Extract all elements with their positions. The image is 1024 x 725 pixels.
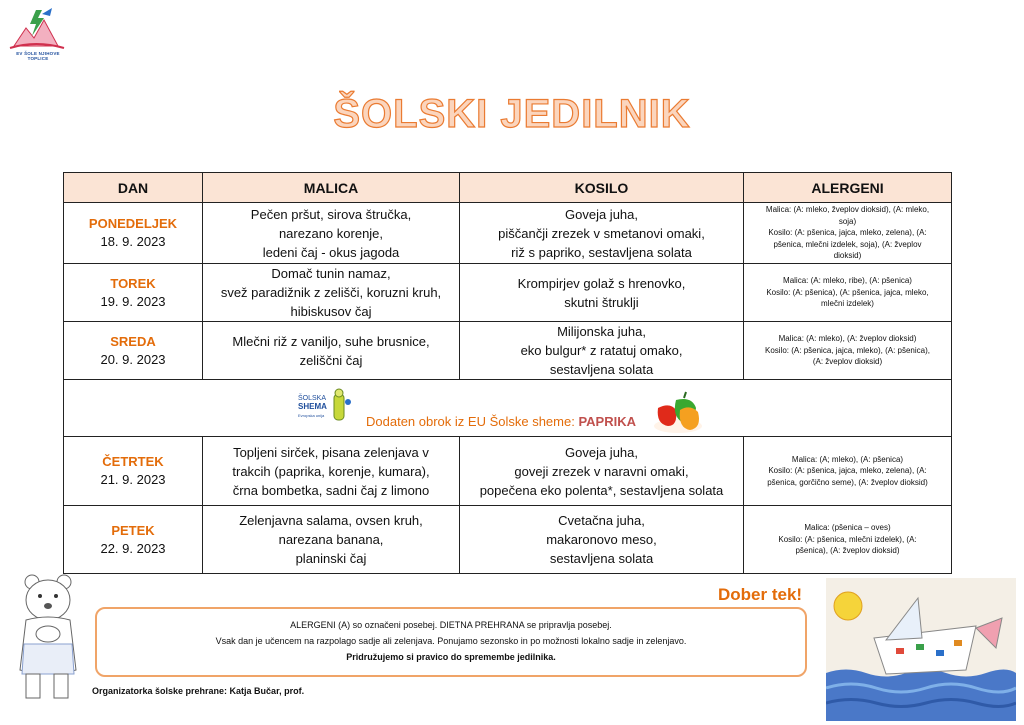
malica-line: zeliščni čaj	[299, 352, 363, 368]
malica-line: črna bombetka, sadni čaj z limono	[232, 482, 430, 498]
alergeni-line: Malica: (pšenica – oves)	[804, 523, 891, 533]
school-scheme-text	[366, 414, 636, 429]
alergeni-line: soja)	[838, 216, 857, 226]
kosilo-line: Goveja juha,	[565, 206, 638, 222]
day-date: 21. 9. 2023	[100, 472, 166, 487]
malica-line: Zelenjavna salama, ovsen kruh,	[239, 513, 423, 528]
malica-line: ledeni čaj - okus jagoda	[262, 244, 400, 260]
alergeni-line: (A: žveplov dioksid)	[812, 357, 883, 367]
malica-line: narezana banana,	[278, 532, 384, 547]
alergeni-line: dioksid)	[833, 251, 862, 261]
alergeni-line: Kosilo: (A: pšenica, jajca, mleko, zelena), (A:	[768, 466, 927, 476]
bear-illustration	[10, 574, 90, 702]
malica-line: svež paradižnik z zelišči, koruzni kruh,	[220, 285, 442, 300]
kosilo-cell	[460, 506, 744, 574]
day-name: ČETRTEK	[102, 454, 164, 469]
note-line-2: Vsak dan je učencem na razpolago sadje ali zelenjava. Ponujamo sezonsko in po možnosti lokalno sadje in zelenjavo.	[215, 636, 687, 646]
table-row	[64, 264, 952, 322]
malica-line: narezano korenje,	[278, 225, 384, 241]
table-row	[64, 437, 952, 506]
day-cell	[64, 437, 203, 506]
alergeni-cell	[744, 437, 952, 506]
kosilo-cell	[460, 322, 744, 380]
alergeni-line: Kosilo: (A: pšenica), (A: pšenica, jajca, mleko,	[766, 287, 929, 297]
alergeni-line: Malica: (A: mleko), (A: žveplov dioksid)	[778, 334, 917, 344]
kosilo-line: popečena eko polenta*, sestavljena solata	[479, 482, 724, 498]
day-cell	[64, 506, 203, 574]
kosilo-line: Milijonska juha,	[557, 324, 646, 339]
alergeni-line: Malica: (A: mleko, žveplov dioksid), (A: mleko,	[765, 205, 930, 215]
day-cell	[64, 322, 203, 380]
kosilo-line: piščančji zrezek v smetanovi omaki,	[498, 225, 705, 241]
kosilo-line: Krompirjev golaž s hrenovko,	[517, 275, 686, 291]
alergeni-line: pšenica), (A: žveplov dioksid)	[795, 546, 900, 556]
school-scheme-wrap	[64, 380, 951, 436]
ship-drawing-illustration	[826, 578, 1016, 721]
malica-line: hibiskusov čaj	[290, 304, 372, 319]
table-row	[64, 322, 952, 380]
page-title: ŠOLSKI JEDILNIK	[333, 92, 691, 136]
malica-cell	[203, 437, 460, 506]
scheme-logo-line1: ŠOLSKA	[298, 395, 327, 402]
kosilo-line: eko bulgur* z ratatuj omako,	[520, 343, 683, 358]
day-cell	[64, 264, 203, 322]
malica-cell	[203, 322, 460, 380]
day-name: PONEDELJEK	[88, 216, 178, 231]
kosilo-line: makaronovo meso,	[546, 532, 657, 547]
organizer-text: Organizatorka šolske prehrane: Katja Bučar, prof.	[92, 686, 305, 696]
note-line-3: Pridružujemo si pravico do spremembe jedilnika.	[346, 652, 556, 662]
menu-table	[63, 172, 952, 574]
malica-line: Topljeni sirček, pisana zelenjava v	[233, 444, 429, 460]
day-name: PETEK	[111, 522, 155, 538]
malica-cell	[203, 506, 460, 574]
scheme-logo-line3: Evropska unija	[298, 413, 325, 418]
kosilo-line: Goveja juha,	[565, 444, 638, 460]
kosilo-line: sestavljena solata	[549, 362, 654, 377]
kosilo-line: goveji zrezek v naravni omaki,	[514, 463, 689, 479]
notes-box	[95, 607, 807, 677]
header-day: DAN	[64, 173, 203, 203]
kosilo-line: sestavljena solata	[549, 551, 654, 566]
peppers-icon	[654, 386, 704, 434]
malica-line: Domač tunin namaz,	[271, 266, 391, 281]
day-name: SREDA	[110, 333, 156, 349]
alergeni-cell	[744, 264, 952, 322]
alergeni-line: pšenica, gorčično seme), (A: žveplov dioksid)	[767, 477, 928, 487]
kosilo-cell	[460, 264, 744, 322]
kosilo-line: skutni štruklji	[564, 294, 639, 310]
alergeni-line: Malica: (A; mleko), (A: pšenica)	[791, 454, 904, 464]
header-allergens: ALERGENI	[744, 173, 952, 203]
alergeni-line: pšenica, mlečni izdelek, soja), (A: žveplov	[773, 239, 922, 249]
day-date: 20. 9. 2023	[100, 351, 166, 367]
kosilo-line: Cvetačna juha,	[558, 513, 645, 528]
day-date: 19. 9. 2023	[100, 293, 166, 309]
school-scheme-highlight: PAPRIKA	[578, 414, 636, 429]
header-breakfast: MALICA	[203, 173, 460, 203]
school-scheme-row	[64, 380, 952, 437]
malica-line: trakcih (paprika, korenje, kumara),	[232, 463, 430, 479]
school-logo	[6, 6, 68, 61]
dober-tek-text: Dober tek!	[718, 585, 803, 604]
table-row	[64, 203, 952, 264]
alergeni-line: mlečni izdelek)	[821, 299, 874, 309]
alergeni-line: Kosilo: (A: pšenica, jajca, mleko, zelena), (A:	[768, 228, 927, 238]
alergeni-line: Kosilo: (A: pšenica, jajca, mleko), (A: pšenica),	[765, 345, 930, 355]
alergeni-cell	[744, 322, 952, 380]
malica-line: Mlečni riž z vaniljo, suhe brusnice,	[232, 333, 430, 349]
school-scheme-label: Dodaten obrok iz EU Šolske sheme:	[366, 414, 579, 429]
alergeni-line: Malica: (A: mleko, ribe), (A: pšenica)	[783, 276, 912, 286]
malica-cell	[203, 203, 460, 264]
school-logo-icon	[6, 6, 68, 54]
school-scheme-logo-icon	[296, 388, 358, 428]
malica-cell	[203, 264, 460, 322]
day-name: TOREK	[110, 275, 156, 291]
table-row	[64, 506, 952, 574]
kosilo-cell	[460, 203, 744, 264]
school-scheme-cell	[64, 380, 952, 437]
school-logo-text: EV ŠOLE NJIHOVE TOPLICE	[16, 51, 60, 61]
header-lunch: KOSILO	[460, 173, 744, 203]
kosilo-line: riž s papriko, sestavljena solata	[511, 244, 692, 260]
note-line-1: ALERGENI (A) so označeni posebej. DIETNA PREHRANA se pripravlja posebej.	[290, 620, 612, 630]
kosilo-cell	[460, 437, 744, 506]
alergeni-cell	[744, 506, 952, 574]
day-date: 22. 9. 2023	[100, 540, 166, 556]
malica-line: planinski čaj	[295, 551, 367, 566]
day-cell	[64, 203, 203, 264]
malica-line: Pečen pršut, sirova štručka,	[250, 206, 412, 222]
alergeni-line: Kosilo: (A: pšenica, mlečni izdelek), (A:	[778, 534, 917, 544]
day-date: 18. 9. 2023	[100, 234, 166, 249]
scheme-logo-line2: SHEMA	[298, 402, 327, 411]
alergeni-cell	[744, 203, 952, 264]
table-header-row	[64, 173, 952, 203]
